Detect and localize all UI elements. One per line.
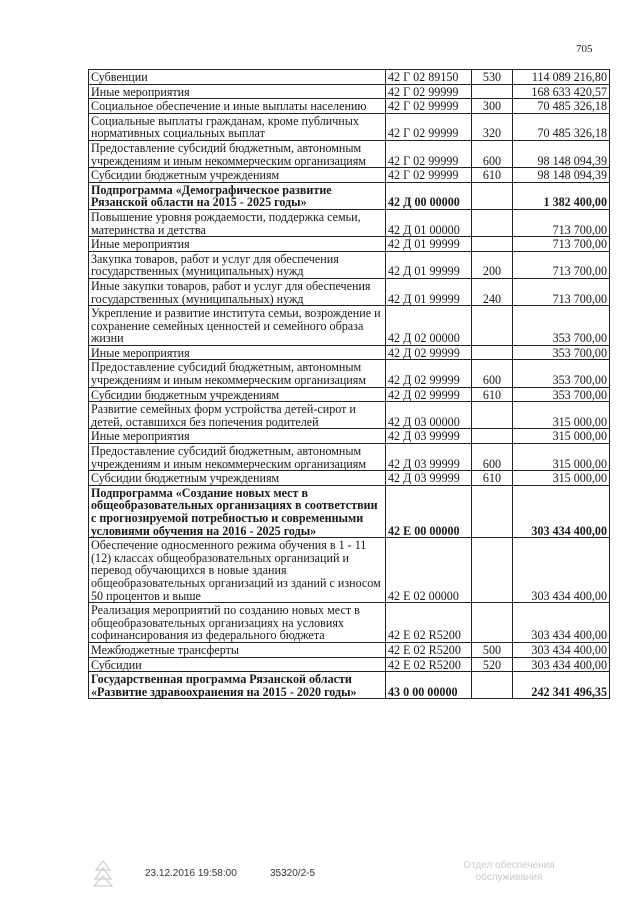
row-sum: 303 434 400,00 bbox=[513, 485, 610, 537]
row-name: Субсидии бюджетным учреждениям bbox=[89, 387, 386, 402]
row-sum: 713 700,00 bbox=[513, 278, 610, 305]
row-code: 42 Е 02 R5200 bbox=[386, 657, 472, 672]
table-row bbox=[89, 278, 610, 305]
row-type bbox=[472, 306, 513, 346]
table-row bbox=[89, 387, 610, 402]
row-type: 520 bbox=[472, 657, 513, 672]
row-code: 42 Г 02 99999 bbox=[386, 168, 472, 183]
row-name: Подпрограмма «Создание новых мест в общеобразовательных организациях в соответствии с прогнозируемой потребностью и современными условиями обучения на 2016 - 2025 годы» bbox=[89, 485, 386, 537]
row-name: Иные мероприятия bbox=[89, 429, 386, 444]
row-type: 240 bbox=[472, 278, 513, 305]
row-code: 42 Д 01 99999 bbox=[386, 251, 472, 278]
row-type: 200 bbox=[472, 251, 513, 278]
table-row bbox=[89, 657, 610, 672]
row-sum: 713 700,00 bbox=[513, 237, 610, 252]
row-name: Развитие семейных форм устройства детей-сирот и детей, оставшихся без попечения родителей bbox=[89, 402, 386, 429]
page-number: 705 bbox=[576, 43, 593, 55]
row-type bbox=[472, 402, 513, 429]
table-row bbox=[89, 237, 610, 252]
table-row bbox=[89, 168, 610, 183]
row-type bbox=[472, 182, 513, 209]
row-sum: 303 434 400,00 bbox=[513, 642, 610, 657]
table-row bbox=[89, 538, 610, 603]
row-code: 42 Д 03 00000 bbox=[386, 402, 472, 429]
stamp-logo-icon bbox=[92, 858, 114, 888]
row-name: Подпрограмма «Демографическое развитие Рязанской области на 2015 - 2025 годы» bbox=[89, 182, 386, 209]
row-name: Иные мероприятия bbox=[89, 345, 386, 360]
row-code: 42 Д 03 99999 bbox=[386, 471, 472, 486]
table-row bbox=[89, 306, 610, 346]
row-code: 42 Г 02 99999 bbox=[386, 84, 472, 99]
row-type bbox=[472, 345, 513, 360]
row-code: 42 Д 03 99999 bbox=[386, 444, 472, 471]
row-sum: 303 434 400,00 bbox=[513, 603, 610, 643]
row-sum: 303 434 400,00 bbox=[513, 657, 610, 672]
row-type bbox=[472, 603, 513, 643]
row-name: Повышение уровня рождаемости, поддержка семьи, материнства и детства bbox=[89, 209, 386, 236]
row-type: 610 bbox=[472, 168, 513, 183]
row-type bbox=[472, 209, 513, 236]
table-row bbox=[89, 444, 610, 471]
row-code: 42 Г 02 99999 bbox=[386, 113, 472, 140]
row-sum: 353 700,00 bbox=[513, 387, 610, 402]
row-sum: 315 000,00 bbox=[513, 471, 610, 486]
row-sum: 70 485 326,18 bbox=[513, 113, 610, 140]
row-code: 42 Г 02 99999 bbox=[386, 140, 472, 167]
row-sum: 713 700,00 bbox=[513, 251, 610, 278]
row-code: 43 0 00 00000 bbox=[386, 672, 472, 699]
table-row bbox=[89, 84, 610, 99]
row-name: Предоставление субсидий бюджетным, автономным учреждениям и иным некоммерческим организациям bbox=[89, 444, 386, 471]
budget-table-body bbox=[89, 70, 610, 699]
row-name: Обеспечение односменного режима обучения в 1 - 11 (12) классах общеобразовательных организаций и перевод обучающихся в новые здания общеобразовательных организаций из зданий с износом 50 процентов и выше bbox=[89, 538, 386, 603]
row-code: 42 Е 00 00000 bbox=[386, 485, 472, 537]
footer-date: 23.12.2016 19:58:00 bbox=[145, 868, 237, 879]
row-code: 42 Д 02 00000 bbox=[386, 306, 472, 346]
row-code: 42 Д 03 99999 bbox=[386, 429, 472, 444]
row-name: Субсидии бюджетным учреждениям bbox=[89, 471, 386, 486]
row-name: Закупка товаров, работ и услуг для обеспечения государственных (муниципальных) нужд bbox=[89, 251, 386, 278]
row-code: 42 Д 00 00000 bbox=[386, 182, 472, 209]
row-type bbox=[472, 485, 513, 537]
row-sum: 1 382 400,00 bbox=[513, 182, 610, 209]
row-code: 42 Е 02 00000 bbox=[386, 538, 472, 603]
row-type bbox=[472, 237, 513, 252]
row-name: Укрепление и развитие института семьи, возрождение и сохранение семейных ценностей и семейного образа жизни bbox=[89, 306, 386, 346]
row-name: Иные мероприятия bbox=[89, 237, 386, 252]
row-sum: 98 148 094,39 bbox=[513, 168, 610, 183]
table-row bbox=[89, 345, 610, 360]
row-sum: 315 000,00 bbox=[513, 402, 610, 429]
table-row bbox=[89, 485, 610, 537]
row-code: 42 Д 01 99999 bbox=[386, 237, 472, 252]
row-name: Социальное обеспечение и иные выплаты населению bbox=[89, 99, 386, 114]
row-name: Субвенции bbox=[89, 70, 386, 85]
row-sum: 353 700,00 bbox=[513, 360, 610, 387]
row-sum: 353 700,00 bbox=[513, 345, 610, 360]
row-type bbox=[472, 538, 513, 603]
row-sum: 114 089 216,80 bbox=[513, 70, 610, 85]
row-name: Предоставление субсидий бюджетным, автономным учреждениям и иным некоммерческим организациям bbox=[89, 360, 386, 387]
table-row bbox=[89, 70, 610, 85]
row-sum: 70 485 326,18 bbox=[513, 99, 610, 114]
row-type: 610 bbox=[472, 471, 513, 486]
row-type bbox=[472, 672, 513, 699]
table-row bbox=[89, 209, 610, 236]
row-name: Субсидии bbox=[89, 657, 386, 672]
row-type: 600 bbox=[472, 360, 513, 387]
row-sum: 242 341 496,35 bbox=[513, 672, 610, 699]
table-row bbox=[89, 182, 610, 209]
table-row bbox=[89, 402, 610, 429]
row-code: 42 Д 01 99999 bbox=[386, 278, 472, 305]
table-row bbox=[89, 471, 610, 486]
row-name: Субсидии бюджетным учреждениям bbox=[89, 168, 386, 183]
row-type bbox=[472, 429, 513, 444]
budget-table bbox=[88, 69, 610, 699]
row-code: 42 Е 02 R5200 bbox=[386, 603, 472, 643]
row-sum: 98 148 094,39 bbox=[513, 140, 610, 167]
watermark-line-2: обслуживания bbox=[475, 872, 543, 883]
table-row bbox=[89, 360, 610, 387]
row-name: Иные мероприятия bbox=[89, 84, 386, 99]
watermark-line-1: Отдел обеспечения bbox=[463, 860, 555, 871]
table-row bbox=[89, 251, 610, 278]
row-sum: 315 000,00 bbox=[513, 444, 610, 471]
row-code: 42 Д 02 99999 bbox=[386, 387, 472, 402]
table-row bbox=[89, 642, 610, 657]
row-type: 600 bbox=[472, 140, 513, 167]
row-name: Реализация мероприятий по созданию новых мест в общеобразовательных организациях на условиях софинансирования из федерального бюджета bbox=[89, 603, 386, 643]
row-code: 42 Д 02 99999 bbox=[386, 360, 472, 387]
row-type: 530 bbox=[472, 70, 513, 85]
row-type bbox=[472, 84, 513, 99]
row-code: 42 Г 02 99999 bbox=[386, 99, 472, 114]
row-name: Государственная программа Рязанской области «Развитие здравоохранения на 2015 - 2020 годы» bbox=[89, 672, 386, 699]
row-sum: 713 700,00 bbox=[513, 209, 610, 236]
row-type: 500 bbox=[472, 642, 513, 657]
table-row bbox=[89, 113, 610, 140]
row-code: 42 Е 02 R5200 bbox=[386, 642, 472, 657]
row-sum: 168 633 420,57 bbox=[513, 84, 610, 99]
row-code: 42 Д 01 00000 bbox=[386, 209, 472, 236]
row-name: Межбюджетные трансферты bbox=[89, 642, 386, 657]
footer-doc-number: 35320/2-5 bbox=[270, 868, 316, 879]
row-type: 600 bbox=[472, 444, 513, 471]
watermark-stamp bbox=[448, 860, 570, 884]
table-row bbox=[89, 603, 610, 643]
row-sum: 315 000,00 bbox=[513, 429, 610, 444]
table-row bbox=[89, 672, 610, 699]
table-row bbox=[89, 140, 610, 167]
row-name: Предоставление субсидий бюджетным, автономным учреждениям и иным некоммерческим организациям bbox=[89, 140, 386, 167]
row-sum: 303 434 400,00 bbox=[513, 538, 610, 603]
row-type: 320 bbox=[472, 113, 513, 140]
row-code: 42 Д 02 99999 bbox=[386, 345, 472, 360]
table-row bbox=[89, 99, 610, 114]
row-name: Социальные выплаты гражданам, кроме публичных нормативных социальных выплат bbox=[89, 113, 386, 140]
row-type: 300 bbox=[472, 99, 513, 114]
row-code: 42 Г 02 89150 bbox=[386, 70, 472, 85]
row-type: 610 bbox=[472, 387, 513, 402]
row-name: Иные закупки товаров, работ и услуг для обеспечения государственных (муниципальных) нужд bbox=[89, 278, 386, 305]
table-row bbox=[89, 429, 610, 444]
row-sum: 353 700,00 bbox=[513, 306, 610, 346]
